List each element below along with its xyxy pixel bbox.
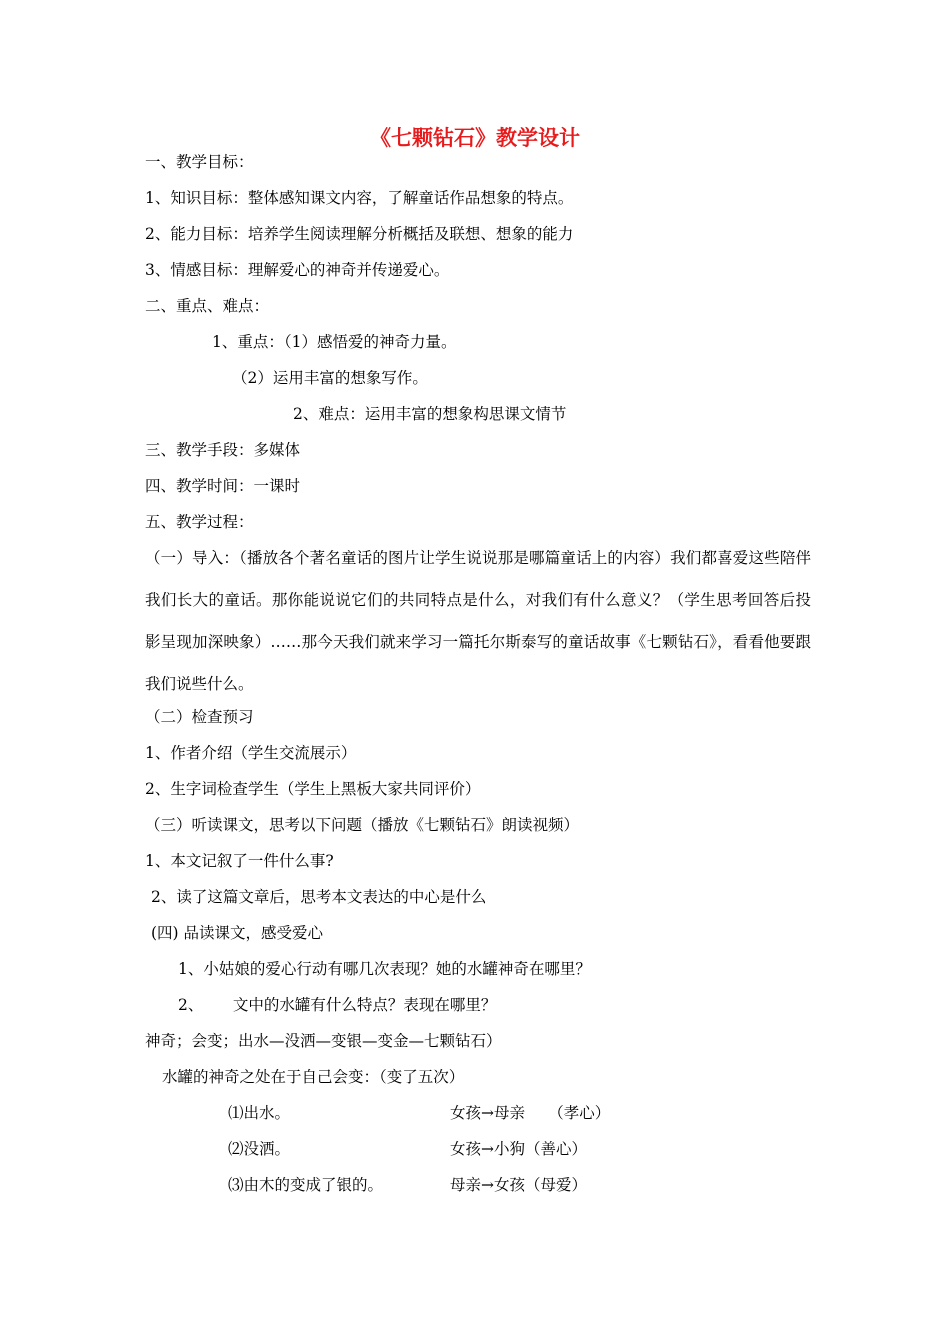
- question-2: 2、读了这篇文章后，思考本文表达的中心是什么: [151, 888, 487, 906]
- read-question-2: 2、 文中的水罐有什么特点？表现在哪里？: [178, 996, 497, 1014]
- section-heading-key-points: 二、重点、难点：: [145, 297, 270, 315]
- preview-item-1: 1、作者介绍（学生交流展示）: [145, 744, 357, 762]
- read-question-1: 1、小姑娘的爱心行动有哪几次表现？她的水罐神奇在哪里？: [178, 960, 591, 978]
- intro-paragraph: （一）导入：（播放各个著名童话的图片让学生说说那是哪篇童话上的内容）我们都喜爱这些陪伴我们长大的童话。那你能说说它们的共同特点是什么，对我们有什么意义？（学生思考回答后投影呈现加深映象）……那今天我们就来学习一篇托尔斯泰写的童话故事《七颗钻石》，看看他要跟我们说些什么。: [145, 549, 811, 693]
- subsection-listen: （三）听读课文，思考以下问题（播放《七颗钻石》朗读视频）: [145, 816, 580, 834]
- section-heading-means: 三、教学手段：多媒体: [145, 441, 301, 459]
- objective-emotion: 3、情感目标：理解爱心的神奇并传递爱心。: [145, 261, 450, 279]
- document-title: 《七颗钻石》教学设计: [370, 126, 580, 150]
- jar-changes: 神奇；会变；出水—没洒—变银—变金—七颗钻石）: [145, 1032, 502, 1050]
- preview-item-2: 2、生字词检查学生（学生上黑板大家共同评价）: [145, 780, 481, 798]
- change-relation-3: 母亲→女孩（母爱）: [450, 1176, 587, 1194]
- change-item-2: ⑵没洒。: [228, 1140, 291, 1158]
- objective-ability: 2、能力目标：培养学生阅读理解分析概括及联想、想象的能力: [145, 225, 574, 243]
- subsection-read: (四) 品读课文，感受爱心: [151, 924, 324, 942]
- change-item-1: ⑴出水。: [228, 1104, 291, 1122]
- subsection-preview: （二）检查预习: [145, 708, 254, 726]
- objective-knowledge: 1、知识目标：整体感知课文内容，了解童话作品想象的特点。: [145, 189, 574, 207]
- key-point-1: 1、重点：（1）感悟爱的神奇力量。: [212, 333, 457, 351]
- jar-summary: 水罐的神奇之处在于自己会变：（变了五次）: [162, 1068, 465, 1086]
- change-relation-1: 女孩→母亲 （孝心）: [450, 1104, 611, 1122]
- change-item-3: ⑶由木的变成了银的。: [228, 1176, 384, 1194]
- section-heading-objectives: 一、教学目标：: [145, 153, 254, 171]
- section-heading-time: 四、教学时间：一课时: [145, 477, 301, 495]
- section-heading-process: 五、教学过程：: [145, 513, 254, 531]
- key-point-2: （2）运用丰富的想象写作。: [232, 369, 428, 387]
- difficult-point: 2、难点：运用丰富的想象构思课文情节: [293, 405, 567, 423]
- question-1: 1、本文记叙了一件什么事?: [145, 852, 334, 870]
- change-relation-2: 女孩→小狗（善心）: [450, 1140, 587, 1158]
